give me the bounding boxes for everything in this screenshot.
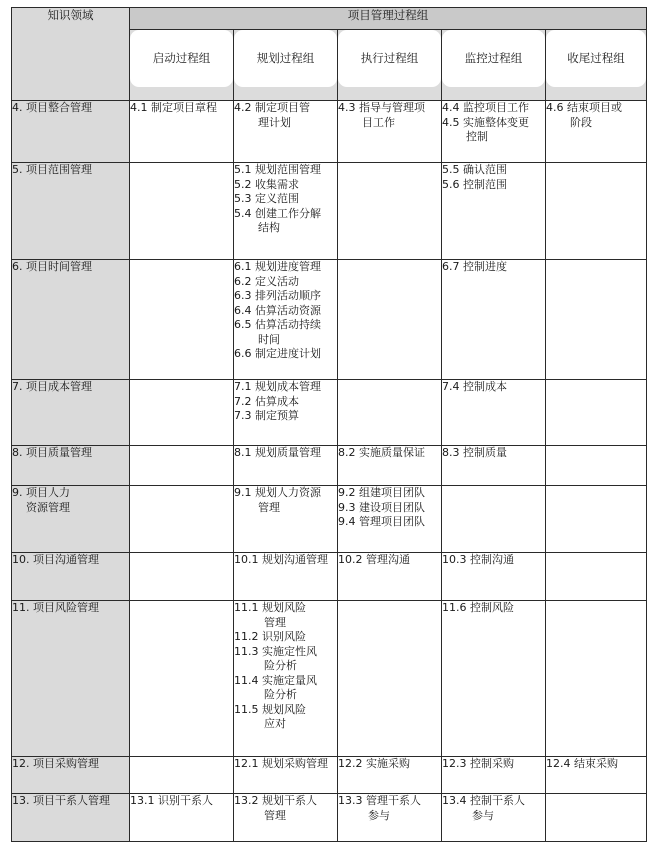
process-item — [234, 630, 337, 645]
process-cell — [234, 553, 338, 601]
knowledge-area-label: 9. 项目人力 — [12, 486, 70, 499]
process-label: 6.1 规划进度管理 — [234, 260, 321, 273]
process-cell — [546, 380, 647, 446]
process-cell — [130, 101, 234, 163]
process-label: 13.2 规划干系人 — [234, 794, 317, 807]
process-label: 6.4 估算活动资源 — [234, 303, 321, 317]
matrix-body — [12, 101, 647, 842]
process-label: 11.3 实施定性风 — [234, 644, 317, 658]
process-label: 4.2 制定项目管 — [234, 101, 310, 114]
knowledge-area-cell — [12, 446, 130, 486]
process-label: 4.5 实施整体变更 — [442, 115, 529, 129]
process-item — [338, 794, 441, 823]
process-label: 6.5 估算活动持续 — [234, 318, 321, 331]
process-cell — [234, 757, 338, 794]
process-item — [234, 289, 337, 304]
process-item — [130, 794, 233, 809]
process-item — [234, 101, 337, 130]
process-label: 6.3 排列活动顺序 — [234, 289, 321, 302]
process-cell — [442, 260, 546, 380]
process-label: 10.2 管理沟通 — [338, 553, 410, 566]
knowledge-area-label: 6. 项目时间管理 — [12, 260, 92, 273]
process-label: 5.3 定义范围 — [234, 192, 299, 205]
process-cell — [338, 260, 442, 380]
knowledge-area-row — [12, 446, 647, 486]
process-label-continued: 目工作 — [362, 115, 395, 129]
knowledge-area-cell — [12, 757, 130, 794]
knowledge-area-cell — [12, 101, 130, 163]
process-label: 7.2 估算成本 — [234, 394, 299, 408]
process-cell — [546, 553, 647, 601]
process-label: 7.3 制定预算 — [234, 409, 299, 422]
process-label: 10.3 控制沟通 — [442, 553, 514, 566]
process-knowledge-matrix — [11, 7, 647, 842]
process-cell — [442, 380, 546, 446]
process-item — [234, 304, 337, 319]
process-item — [234, 703, 337, 732]
knowledge-area-cell — [12, 163, 130, 260]
process-cell — [442, 446, 546, 486]
process-cell — [130, 380, 234, 446]
process-label: 4.1 制定项目章程 — [130, 101, 217, 114]
process-group-title: 项目管理过程组 — [130, 8, 647, 30]
process-cell — [130, 601, 234, 757]
process-group-label: 启动过程组 — [130, 30, 233, 87]
knowledge-area-label: 12. 项目采购管理 — [12, 757, 99, 770]
process-group-header — [234, 30, 338, 101]
process-item — [130, 101, 233, 116]
process-cell — [338, 553, 442, 601]
knowledge-area-row — [12, 163, 647, 260]
process-item — [442, 601, 545, 616]
process-cell — [442, 601, 546, 757]
process-group-label: 收尾过程组 — [546, 30, 646, 87]
process-item — [234, 163, 337, 178]
process-label-continued: 控制 — [466, 130, 488, 143]
process-label: 11.1 规划风险 — [234, 601, 306, 614]
process-item — [338, 101, 441, 130]
process-cell — [338, 486, 442, 553]
process-label: 5.5 确认范围 — [442, 163, 507, 176]
process-item — [234, 178, 337, 193]
process-cell — [130, 553, 234, 601]
process-label: 9.2 组建项目团队 — [338, 486, 425, 499]
process-label: 7.1 规划成本管理 — [234, 380, 321, 393]
process-label: 12.1 规划采购管理 — [234, 757, 328, 770]
knowledge-area-row — [12, 757, 647, 794]
process-cell — [338, 163, 442, 260]
process-group-label: 规划过程组 — [234, 30, 337, 87]
process-table-sheet — [11, 7, 646, 847]
process-cell — [546, 101, 647, 163]
process-item — [338, 486, 441, 501]
process-cell — [234, 260, 338, 380]
process-label: 13.4 控制干系人 — [442, 794, 525, 807]
process-label: 12.4 结束采购 — [546, 757, 618, 770]
process-label: 4.3 指导与管理项 — [338, 101, 425, 114]
process-cell — [338, 757, 442, 794]
process-label: 12.2 实施采购 — [338, 757, 410, 770]
knowledge-area-label: 5. 项目范围管理 — [12, 163, 92, 176]
process-label-continued: 管理 — [264, 808, 286, 822]
knowledge-area-cell — [12, 486, 130, 553]
process-cell — [234, 446, 338, 486]
knowledge-area-header: 知识领域 — [12, 8, 130, 101]
knowledge-area-row — [12, 553, 647, 601]
process-label: 6.2 定义活动 — [234, 274, 299, 288]
knowledge-area-row — [12, 260, 647, 380]
process-cell — [546, 757, 647, 794]
process-item — [442, 163, 545, 178]
process-cell — [338, 601, 442, 757]
process-label: 13.3 管理干系人 — [338, 794, 421, 807]
process-cell — [442, 101, 546, 163]
process-label: 11.4 实施定量风 — [234, 673, 317, 687]
process-cell — [130, 757, 234, 794]
process-label: 8.1 规划质量管理 — [234, 446, 321, 459]
process-cell — [130, 260, 234, 380]
process-item — [546, 101, 646, 130]
process-label: 7.4 控制成本 — [442, 380, 507, 393]
knowledge-area-label: 8. 项目质量管理 — [12, 446, 92, 459]
process-cell — [234, 380, 338, 446]
process-label: 11.5 规划风险 — [234, 702, 306, 716]
process-label: 5.1 规划范围管理 — [234, 163, 321, 176]
knowledge-area-label: 7. 项目成本管理 — [12, 380, 92, 393]
process-cell — [130, 794, 234, 842]
process-cell — [234, 163, 338, 260]
process-item — [338, 501, 441, 516]
process-label-continued: 管理 — [264, 615, 286, 629]
process-cell — [338, 794, 442, 842]
process-group-header — [130, 30, 234, 101]
process-item — [234, 757, 337, 772]
header-row-top — [12, 8, 647, 30]
process-item — [234, 645, 337, 674]
process-label: 4.4 监控项目工作 — [442, 101, 529, 114]
process-cell — [234, 101, 338, 163]
process-cell — [546, 446, 647, 486]
process-item — [234, 347, 337, 362]
process-item — [442, 380, 545, 395]
process-cell — [130, 163, 234, 260]
process-label: 9.4 管理项目团队 — [338, 515, 425, 528]
process-label: 8.3 控制质量 — [442, 446, 507, 459]
knowledge-area-row — [12, 794, 647, 842]
knowledge-area-row — [12, 601, 647, 757]
process-group-label: 执行过程组 — [338, 30, 441, 87]
knowledge-area-row — [12, 101, 647, 163]
process-label-continued: 参与 — [472, 808, 494, 822]
process-cell — [546, 601, 647, 757]
process-label: 9.3 建设项目团队 — [338, 500, 425, 514]
process-item — [234, 207, 337, 236]
process-cell — [338, 446, 442, 486]
process-item — [338, 515, 441, 530]
process-cell — [234, 486, 338, 553]
knowledge-area-cell — [12, 601, 130, 757]
process-cell — [546, 486, 647, 553]
process-label: 5.6 控制范围 — [442, 177, 507, 191]
process-label-continued: 理计划 — [258, 115, 291, 129]
process-item — [234, 275, 337, 290]
process-label: 5.2 收集需求 — [234, 177, 299, 191]
process-label: 6.6 制定进度计划 — [234, 347, 321, 360]
process-cell — [442, 794, 546, 842]
process-label: 4.6 结束项目或 — [546, 101, 622, 114]
knowledge-area-label: 11. 项目风险管理 — [12, 601, 99, 614]
process-item — [338, 757, 441, 772]
process-item — [442, 794, 545, 823]
process-group-header — [338, 30, 442, 101]
process-cell — [546, 260, 647, 380]
knowledge-area-cell — [12, 380, 130, 446]
process-cell — [338, 380, 442, 446]
process-label: 11.2 识别风险 — [234, 630, 306, 643]
process-label-continued: 应对 — [264, 717, 286, 730]
process-item — [234, 380, 337, 395]
process-group-header — [442, 30, 546, 101]
process-item — [234, 601, 337, 630]
knowledge-area-label: 资源管理 — [26, 500, 70, 514]
process-label: 13.1 识别干系人 — [130, 794, 213, 807]
process-item — [234, 192, 337, 207]
process-cell — [234, 601, 338, 757]
process-item — [442, 260, 545, 275]
process-item — [442, 116, 545, 145]
process-item — [442, 101, 545, 116]
knowledge-area-label: 4. 项目整合管理 — [12, 101, 92, 114]
knowledge-area-cell — [12, 794, 130, 842]
knowledge-area-row — [12, 486, 647, 553]
knowledge-area-row — [12, 380, 647, 446]
process-label-continued: 结构 — [258, 221, 280, 234]
process-group-header — [546, 30, 647, 101]
process-cell — [234, 794, 338, 842]
process-cell — [130, 486, 234, 553]
process-label: 12.3 控制采购 — [442, 757, 514, 770]
process-item — [442, 553, 545, 568]
process-label: 10.1 规划沟通管理 — [234, 553, 328, 566]
process-item — [234, 486, 337, 515]
process-item — [234, 674, 337, 703]
process-cell — [546, 794, 647, 842]
process-item — [234, 446, 337, 461]
knowledge-area-label: 13. 项目干系人管理 — [12, 794, 110, 807]
process-cell — [546, 163, 647, 260]
process-item — [234, 794, 337, 823]
knowledge-area-label: 10. 项目沟通管理 — [12, 553, 99, 566]
process-label: 6.7 控制进度 — [442, 260, 507, 273]
knowledge-area-cell — [12, 260, 130, 380]
process-label: 5.4 创建工作分解 — [234, 206, 321, 220]
process-cell — [338, 101, 442, 163]
process-cell — [442, 163, 546, 260]
process-cell — [442, 757, 546, 794]
process-cell — [442, 486, 546, 553]
process-label-continued: 参与 — [368, 808, 390, 822]
process-item — [442, 446, 545, 461]
process-item — [442, 178, 545, 193]
process-item — [234, 409, 337, 424]
process-label-continued: 险分析 — [264, 688, 297, 701]
process-item — [546, 757, 646, 772]
process-cell — [130, 446, 234, 486]
process-label-continued: 阶段 — [570, 115, 592, 129]
process-label-continued: 管理 — [258, 500, 280, 514]
process-label-continued: 时间 — [258, 332, 280, 346]
process-item — [234, 395, 337, 410]
process-item — [234, 318, 337, 347]
process-item — [338, 553, 441, 568]
process-label: 8.2 实施质量保证 — [338, 446, 425, 459]
knowledge-area-cell — [12, 553, 130, 601]
process-item — [338, 446, 441, 461]
process-label: 11.6 控制风险 — [442, 601, 514, 614]
process-group-label: 监控过程组 — [442, 30, 545, 87]
process-item — [234, 553, 337, 568]
process-item — [442, 757, 545, 772]
process-label: 9.1 规划人力资源 — [234, 486, 321, 499]
process-label-continued: 险分析 — [264, 659, 297, 672]
process-cell — [442, 553, 546, 601]
process-item — [234, 260, 337, 275]
